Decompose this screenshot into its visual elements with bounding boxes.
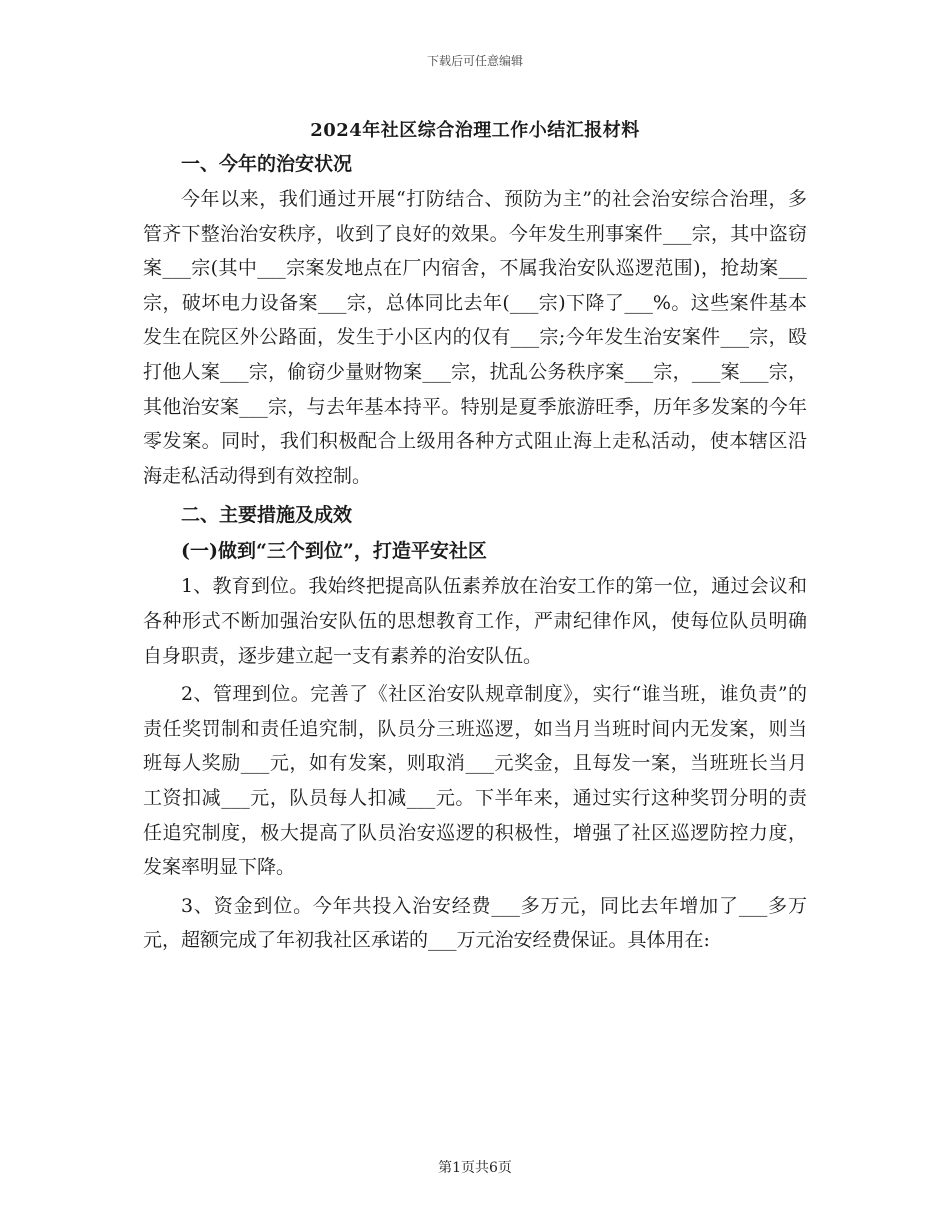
section-2-heading: 二、主要措施及成效	[181, 504, 353, 527]
page-header-note: 下载后可任意编辑	[426, 54, 523, 68]
page-footer-number: 第1页共6页	[438, 1160, 512, 1176]
paragraph-management: 2、管理到位。完善了《社区治安队规章制度》，实行“谁当班，谁负责”的责任奖罚制和责任追究制，队员分三班巡逻，如当月当班时间内无发案，则当班每人奖励___元，如有发案，则取消___元奖金，且每发一案，当班班长当月工资扣减___元，队员每人扣减___元。下半年来，通过实行这种奖罚分明的责任追究制度，极大提高了队员治安巡逻的积极性，增强了社区巡逻防控力度，发案率明显下降。	[143, 683, 807, 879]
section-1-heading: 一、今年的治安状况	[181, 153, 353, 175]
paragraph-education: 1、教育到位。我始终把提高队伍素养放在治安工作的第一位，通过会议和各种形式不断加强治安队伍的思想教育工作，严肃纪律作风，使每位队员明确自身职责，逐步建立起一支有素养的治安队伍。	[143, 575, 807, 667]
subsection-1-heading: (一)做到“三个到位”，打造平安社区	[181, 540, 487, 563]
paragraph-funds: 3、资金到位。今年共投入治安经费___多万元，同比去年增加了___多万元，超额完成了年初我社区承诺的___万元治安经费保证。具体用在:	[143, 894, 807, 952]
document-title: 2024年社区综合治理工作小结汇报材料	[310, 120, 640, 141]
section-1-paragraph: 今年以来，我们通过开展“打防结合、预防为主”的社会治安综合治理，多管齐下整治治安秩序，收到了良好的效果。今年发生刑事案件___宗，其中盗窃案___宗(其中___宗案发地点在厂内宿舍，不属我治安队巡逻范围)，抢劫案___宗，破坏电力设备案___宗，总体同比去年(___宗)下降了___%。这些案件基本发生在院区外公路面，发生于小区内的仅有___宗;今年发生治安案件___宗，殴打他人案___宗，偷窃少量财物案___宗，扰乱公务秩序案___宗，___案___宗，其他治安案___宗，与去年基本持平。特别是夏季旅游旺季，历年多发案的今年零发案。同时，我们积极配合上级用各种方式阻止海上走私活动，使本辖区沿海走私活动得到有效控制。	[143, 188, 807, 487]
document-body	[143, 146, 807, 958]
